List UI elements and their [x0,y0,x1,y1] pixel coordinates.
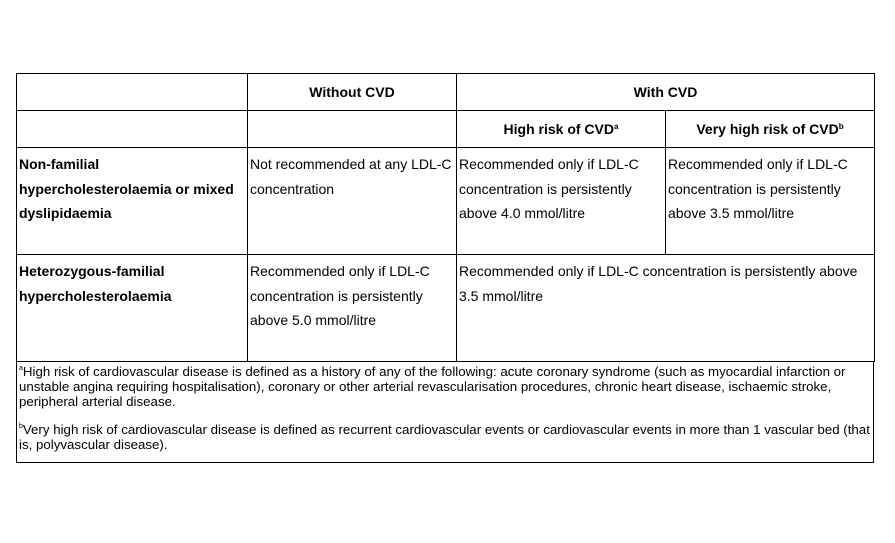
header-very-high-risk [666,111,875,148]
recommendation-table-container [16,73,874,463]
header-row-1 [17,74,875,111]
table-row [17,148,875,255]
footnote-b-mark: b [19,423,23,430]
footnote-mark-b: b [838,122,844,131]
header-high-risk-label: High risk of CVD [503,121,614,137]
cell-non-familial-without-cvd: Not recommended at any LDL-C concentration [248,148,457,255]
row-label-heterozygous-familial: Heterozygous-familial hypercholesterolaemia [17,255,248,362]
row-label-non-familial: Non-familial hypercholesterolaemia or mixed dyslipidaemia [17,148,248,255]
header-row-2 [17,111,875,148]
footnote-b-text: Very high risk of cardiovascular disease is defined as recurrent cardiovascular events or cardiovascular events in more than 1 vascular bed (that is, polyvascular disease). [19,422,870,452]
footnote-mark-a: a [614,122,619,131]
cell-non-familial-very-high-risk: Recommended only if LDL-C concentration is persistently above 3.5 mmol/litre [666,148,875,255]
footnote-b [19,422,871,452]
cell-heterozygous-without-cvd: Recommended only if LDL-C concentration is persistently above 5.0 mmol/litre [248,255,457,362]
cell-non-familial-high-risk: Recommended only if LDL-C concentration is persistently above 4.0 mmol/litre [457,148,666,255]
footnote-a-mark: a [19,365,23,372]
recommendation-table [16,73,875,362]
header-row2-empty-cell [248,111,457,148]
footnote-a-text: High risk of cardiovascular disease is defined as a history of any of the following: acute coronary syndrome (such as myocardial infarction or unstable angina requiring hospitalisation), coronary or other arterial revascularisation procedures, chronic heart disease, ischaemic stroke, peripheral arterial disease. [19,364,846,409]
header-without-cvd: Without CVD [248,74,457,111]
header-corner-cell [17,74,248,111]
header-high-risk [457,111,666,148]
header-with-cvd: With CVD [457,74,875,111]
footnotes-section [16,362,874,463]
table-row [17,255,875,362]
header-row2-corner-cell [17,111,248,148]
header-very-high-risk-label: Very high risk of CVD [696,121,839,137]
footnote-a [19,364,871,409]
cell-heterozygous-with-cvd: Recommended only if LDL-C concentration is persistently above 3.5 mmol/litre [457,255,875,362]
